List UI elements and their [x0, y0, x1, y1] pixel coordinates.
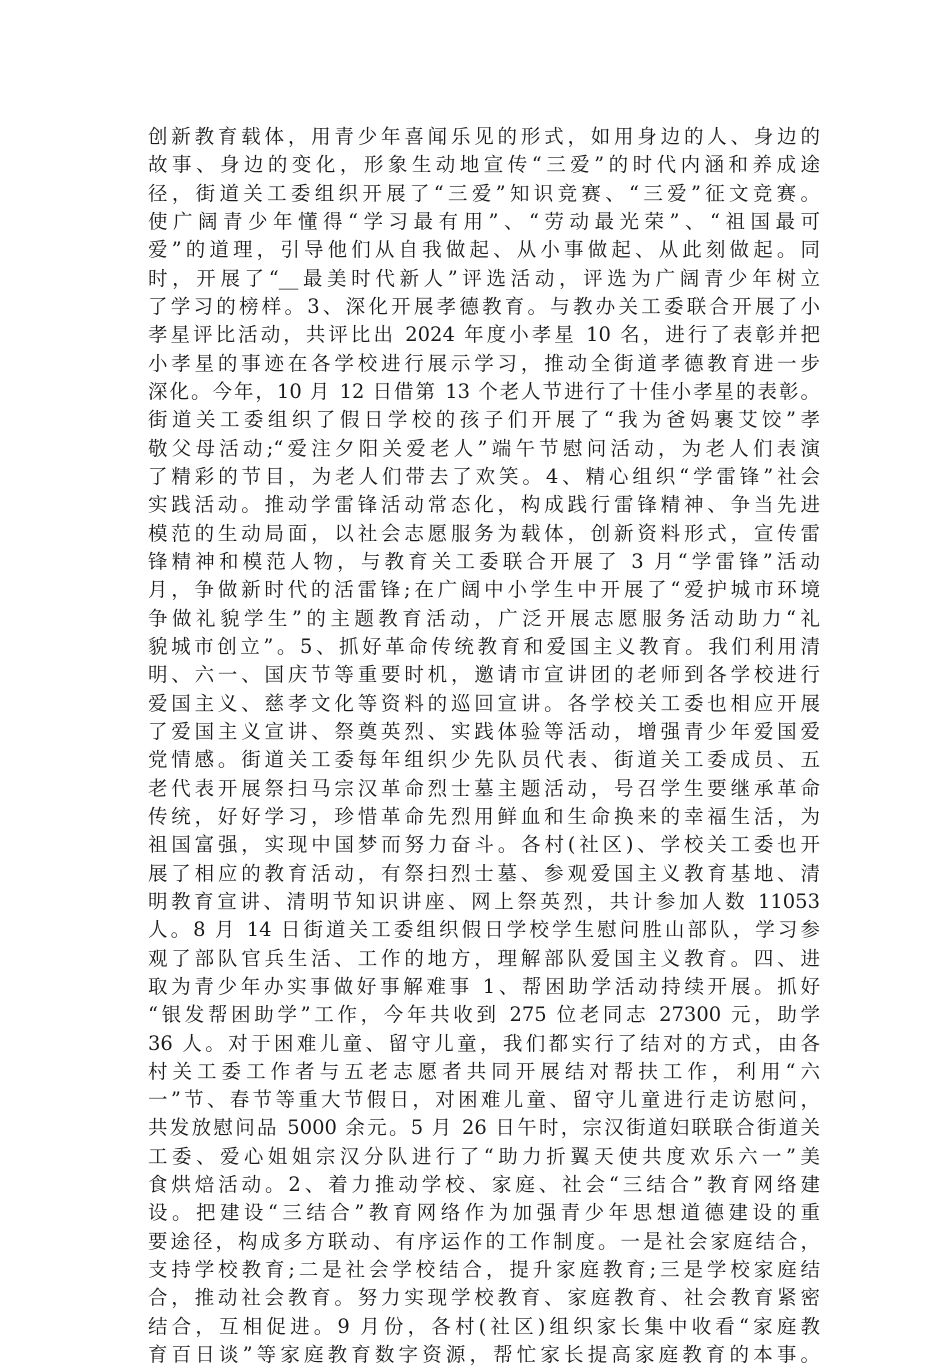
text-line: 月，争做新时代的活雷锋;在广阔中小学生中开展了“爱护城市环境 — [148, 578, 820, 602]
text-line: 明教育宣讲、清明节知识讲座、网上祭英烈，共计参加人数 11053 — [148, 889, 820, 913]
text-line: 村关工委工作者与五老志愿者共同开展结对帮扶工作，利用“六 — [148, 1059, 820, 1083]
text-line: 时，开展了“__最美时代新人”评选活动，评选为广阔青少年树立 — [148, 266, 820, 290]
text-line: 径，街道关工委组织开展了“三爱”知识竞赛、“三爱”征文竞赛。 — [148, 181, 820, 205]
text-line: 深化。今年，10 月 12 日借第 13 个老人节进行了十佳小孝星的表彰。 — [148, 379, 820, 403]
text-line: 爱国主义、慈孝文化等资料的巡回宣讲。各学校关工委也相应开展 — [148, 691, 820, 715]
text-line: 展了相应的教育活动，有祭扫烈士墓、参观爱国主义教育基地、清 — [148, 861, 820, 885]
text-line: 貌城市创立”。5、抓好革命传统教育和爱国主义教育。我们利用清 — [148, 634, 820, 658]
text-line: 要途径，构成多方联动、有序运作的工作制度。一是社会家庭结合， — [148, 1229, 820, 1253]
text-line: 一”节、春节等重大节假日，对困难儿童、留守儿童进行走访慰问， — [148, 1088, 820, 1112]
text-line: 街道关工委组织了假日学校的孩子们开展了“我为爸妈裹艾饺”孝 — [148, 408, 820, 432]
text-line: 敬父母活动;“爱注夕阳关爱老人”端午节慰问活动，为老人们表演 — [148, 436, 820, 460]
text-line: 实践活动。推动学雷锋活动常态化，构成践行雷锋精神、争当先进 — [148, 493, 820, 517]
text-line: 孝星评比活动，共评比出 2024 年度小孝星 10 名，进行了表彰并把 — [148, 323, 820, 347]
text-line: 故事、身边的变化，形象生动地宣传“三爱”的时代内涵和养成途 — [148, 153, 820, 177]
text-line: 观了部队官兵生活、工作的地方，理解部队爱国主义教育。四、进 — [148, 946, 820, 970]
text-line: 36 人。对于困难儿童、留守儿童，我们都实行了结对的方式，由各 — [148, 1031, 820, 1055]
text-line: 了精彩的节目，为老人们带去了欢笑。4、精心组织“学雷锋”社会 — [148, 464, 820, 488]
text-line: 人。8 月 14 日街道关工委组织假日学校学生慰问胜山部队，学习参 — [148, 918, 820, 942]
text-line: 争做礼貌学生”的主题教育活动，广泛开展志愿服务活动助力“礼 — [148, 606, 820, 630]
text-line: 设。把建设“三结合”教育网络作为加强青少年思想道德建设的重 — [148, 1201, 820, 1225]
text-line: 合，推动社会教育。努力实现学校教育、家庭教育、社会教育紧密 — [148, 1286, 820, 1310]
text-line: 共发放慰问品 5000 余元。5 月 26 日午时，宗汉街道妇联联合街道关 — [148, 1116, 820, 1140]
text-line: 了爱国主义宣讲、祭奠英烈、实践体验等活动，增强青少年爱国爱 — [148, 719, 820, 743]
text-line: 育百日谈”等家庭教育数字资源，帮忙家长提高家庭教育的本事。 — [148, 1343, 820, 1367]
text-line: 了学习的榜样。3、深化开展孝德教育。与教办关工委联合开展了小 — [148, 294, 820, 318]
text-line: 传统，好好学习，珍惜革命先烈用鲜血和生命换来的幸福生活，为 — [148, 804, 820, 828]
text-line: 老代表开展祭扫马宗汉革命烈士墓主题活动，号召学生要继承革命 — [148, 776, 820, 800]
text-line: 小孝星的事迹在各学校进行展示学习，推动全街道孝德教育进一步 — [148, 351, 820, 375]
text-line: 使广阔青少年懂得“学习最有用”、“劳动最光荣”、“祖国最可 — [148, 209, 820, 233]
text-line: 支持学校教育;二是社会学校结合，提升家庭教育;三是学校家庭结 — [148, 1258, 820, 1282]
text-line: “银发帮困助学”工作，今年共收到 275 位老同志 27300 元，助学 — [148, 1003, 820, 1027]
text-line: 爱”的道理，引导他们从自我做起、从小事做起、从此刻做起。同 — [148, 238, 820, 262]
text-line: 结合，互相促进。9 月份，各村(社区)组织家长集中收看“家庭教 — [148, 1314, 820, 1338]
document-body — [148, 123, 820, 1369]
text-line: 祖国富强，实现中国梦而努力奋斗。各村(社区)、学校关工委也开 — [148, 833, 820, 857]
text-line: 党情感。街道关工委每年组织少先队员代表、街道关工委成员、五 — [148, 748, 820, 772]
text-line: 取为青少年办实事做好事解难事 1、帮困助学活动持续开展。抓好 — [148, 974, 820, 998]
text-line: 工委、爱心姐姐宗汉分队进行了“助力折翼天使共度欢乐六一”美 — [148, 1144, 820, 1168]
text-line: 食烘焙活动。2、着力推动学校、家庭、社会“三结合”教育网络建 — [148, 1173, 820, 1197]
text-line: 创新教育载体，用青少年喜闻乐见的形式，如用身边的人、身边的 — [148, 125, 820, 148]
text-line: 模范的生动局面，以社会志愿服务为载体，创新资料形式，宣传雷 — [148, 521, 820, 545]
text-line: 锋精神和模范人物，与教育关工委联合开展了 3 月“学雷锋”活动 — [148, 549, 820, 573]
text-line: 明、六一、国庆节等重要时机，邀请市宣讲团的老师到各学校进行 — [148, 663, 820, 687]
